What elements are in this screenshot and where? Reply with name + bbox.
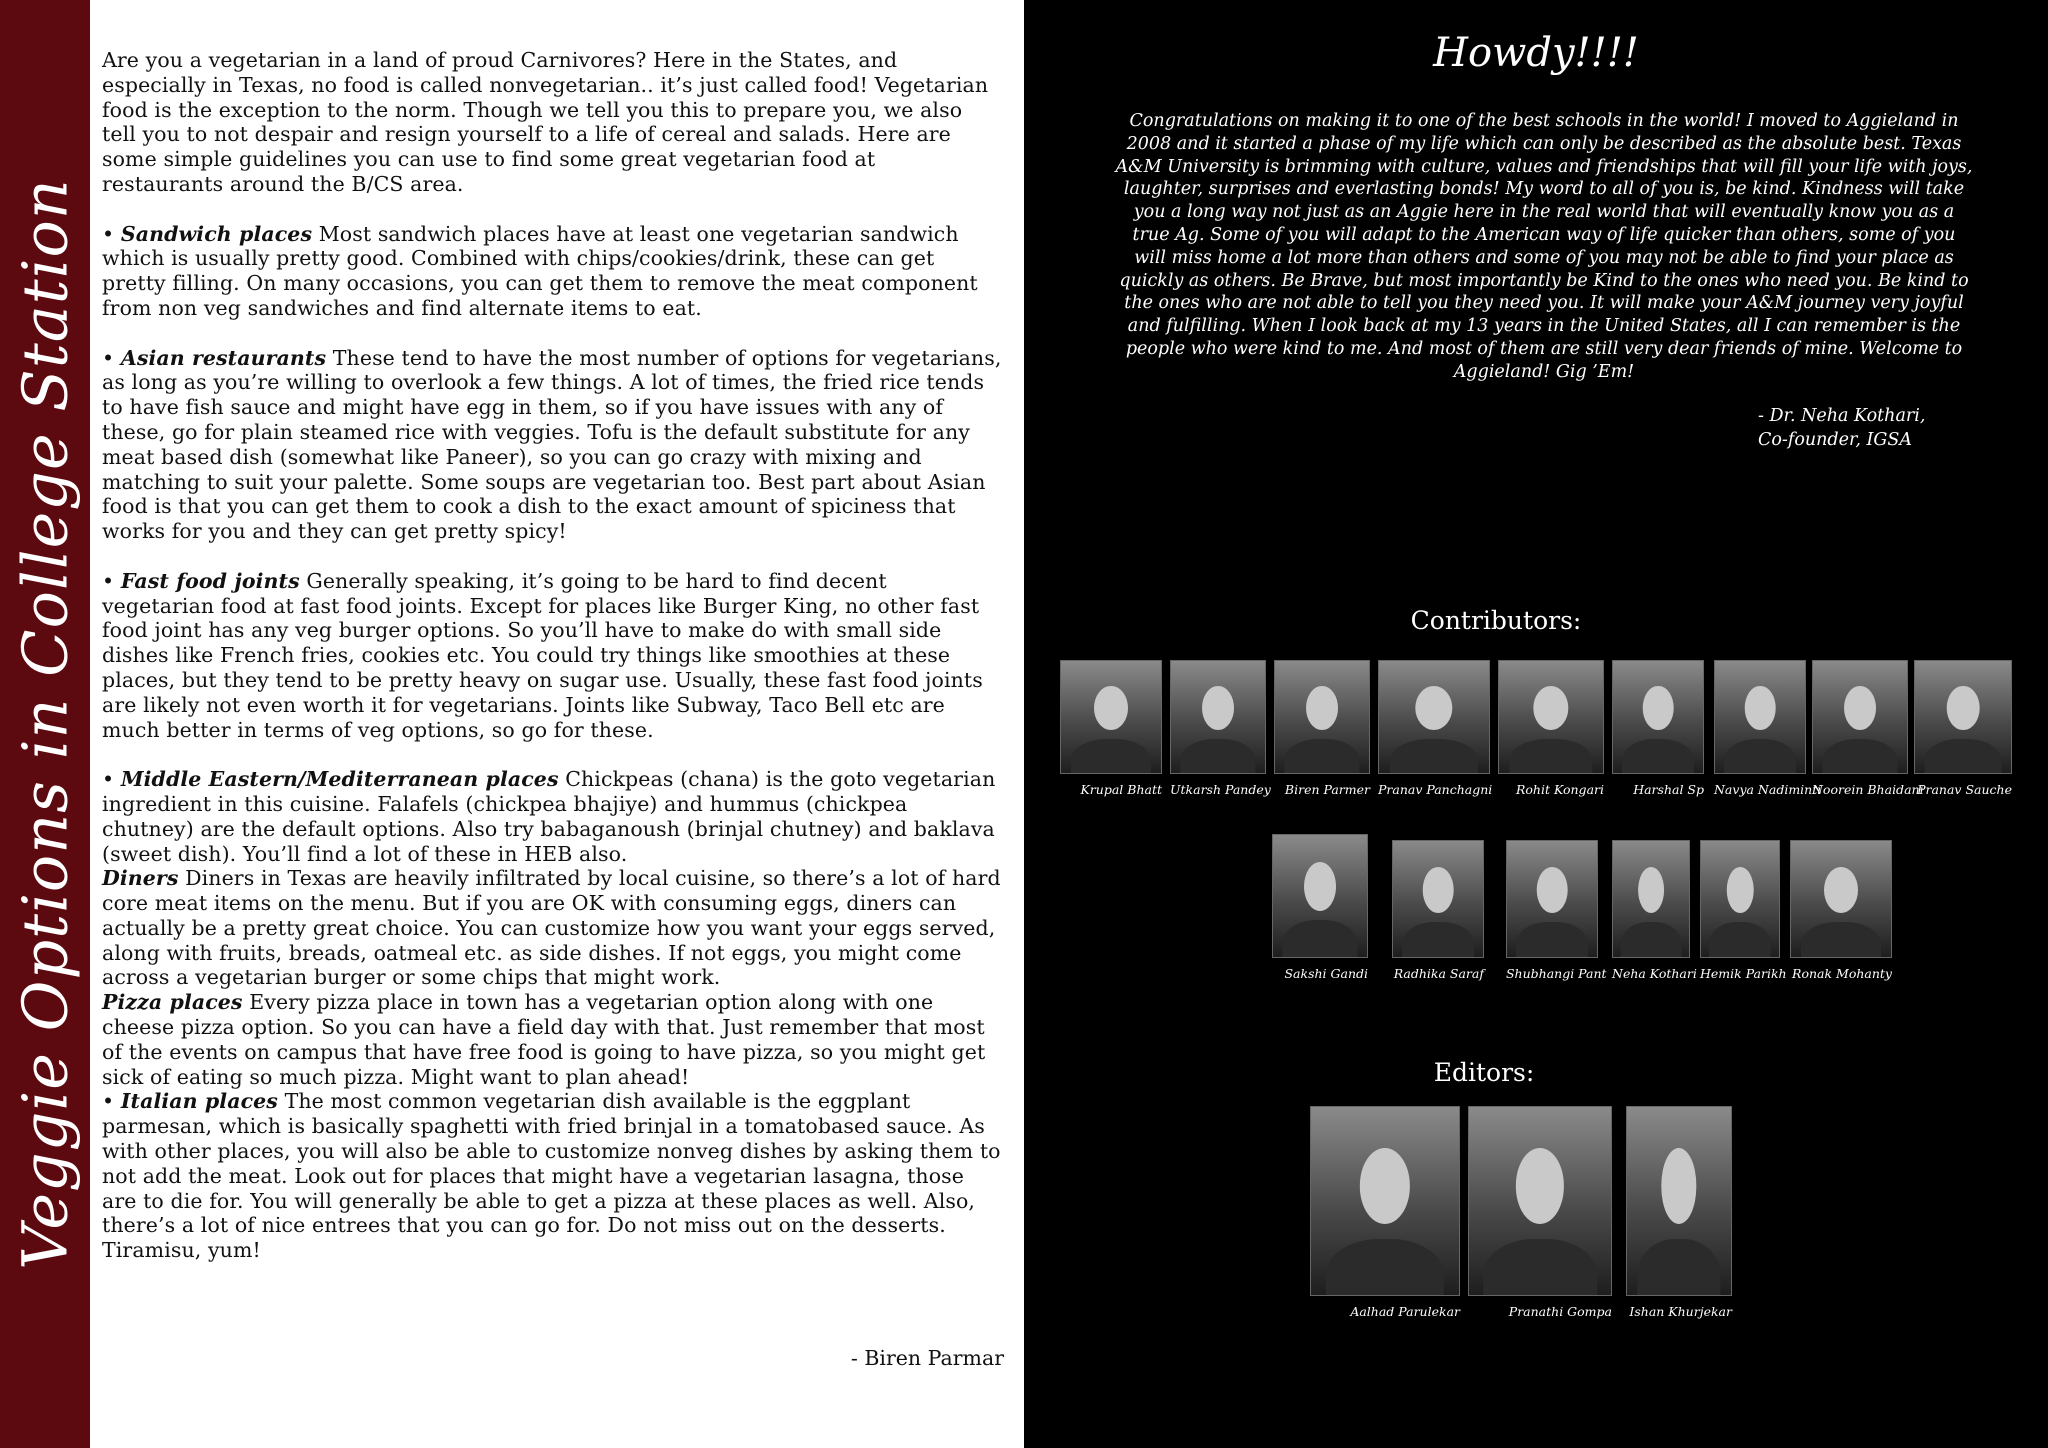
contributor-photo xyxy=(1700,840,1780,958)
section-heading: Pizza places xyxy=(102,990,243,1015)
contributor-photo xyxy=(1612,840,1690,958)
contributor-name: Radhika Saraf xyxy=(1393,966,1484,981)
contributor xyxy=(1060,660,1162,798)
contributor xyxy=(1506,840,1607,982)
section-text: Chickpeas (chana) is the goto vegetarian ingredient in this cuisine. Falafels (chickpea bhajiye) and hummus (chickpea chutney) are the default options. Also try babaganoush (brinjal chutney) and baklava (sweet dish). You’ll find a lot of these in HEB also. xyxy=(102,767,996,866)
section-italian xyxy=(102,1089,1002,1263)
section-text: Diners in Texas are heavily infiltrated by local cuisine, so there’s a lot of hard core meat items on the menu. But if you are OK with consuming eggs, diners can actually be a pretty great choice. You can customize how you want your eggs served, along with fruits, breads, oatmeal etc. as side dishes. If not eggs, you might come across a vegetarian burger or some chips that might work. xyxy=(102,866,1001,990)
section-bullet: • xyxy=(102,568,115,593)
editor-name: Aalhad Parulekar xyxy=(1350,1304,1460,1319)
contributor xyxy=(1714,660,1821,798)
section-text: Every pizza place in town has a vegetarian option along with one cheese pizza option. So you can have a field day with that. Just remember that most of the events on campus that have free food is going to have pizza, so you might get sick of eating so much pizza. Might want to plan ahead! xyxy=(102,990,986,1089)
contributor-photo xyxy=(1498,660,1604,774)
contributor xyxy=(1170,660,1271,798)
contributor-photo xyxy=(1272,834,1368,958)
contributor-name: Pranav Panchagni xyxy=(1377,782,1493,797)
side-band xyxy=(0,0,90,1448)
signature xyxy=(1758,404,1925,452)
section-bullet: • xyxy=(102,1089,115,1114)
welcome-page xyxy=(1024,0,2048,1448)
contributor xyxy=(1812,660,1924,798)
section-text: Generally speaking, it’s going to be hard to find decent vegetarian food at fast food joints. Except for places like Burger King, no other fast food joint has any veg burger options. So you’ll have to make do with small side dishes like French fries, cookies etc. You could try things like smoothies at these places, but they tend to be pretty heavy on sugar use. Usually, these fast food joints are likely not even worth it for vegetarians. Joints like Subway, Taco Bell etc are much better in terms of veg options, so go for these. xyxy=(102,568,983,742)
contributor-name: Harshal Sp xyxy=(1633,782,1704,797)
contributor-name: Hemik Parikh xyxy=(1699,966,1787,981)
editor xyxy=(1468,1106,1612,1320)
contributors-heading: Contributors: xyxy=(1410,606,1582,635)
contributor-photo xyxy=(1812,660,1908,774)
contributor-name: Rohit Kongari xyxy=(1516,782,1604,797)
contributor-photo xyxy=(1170,660,1266,774)
contributor xyxy=(1392,840,1484,982)
article-author: - Biren Parmar xyxy=(850,1346,1004,1370)
article-intro: Are you a vegetarian in a land of proud Carnivores? Here in the States, and especially in Texas, no food is called nonvegetarian.. it’s just called food! Vegetarian food is the exception to the norm. Though we tell you this to prepare you, we also tell you to not despair and resign yourself to a life of cereal and salads. Here are some simple guidelines you can use to find some great vegetarian food at restaurants around the B/CS area. xyxy=(102,48,989,196)
contributor xyxy=(1498,660,1604,798)
editor-photo xyxy=(1468,1106,1612,1296)
contributor-name: Krupal Bhatt xyxy=(1080,782,1162,797)
contributor-photo xyxy=(1274,660,1370,774)
section-asian xyxy=(102,346,1002,544)
contributor xyxy=(1914,660,2012,798)
editor-photo xyxy=(1626,1106,1732,1296)
contributor-photo xyxy=(1506,840,1598,958)
contributor-name: Pranav Sauche xyxy=(1917,782,2012,797)
welcome-title: Howdy!!!! xyxy=(1433,30,1639,76)
signature-role: Co-founder, IGSA xyxy=(1758,430,1913,450)
contributor-photo xyxy=(1790,840,1892,958)
contributor-photo xyxy=(1714,660,1806,774)
section-heading: Diners xyxy=(102,866,179,891)
welcome-letter: Congratulations on making it to one of the best schools in the world! I moved to Aggieland in 2008 and it started a phase of my life which can only be described as the absolute best. Texas A&M University is brimming with culture, values and friendships that will fill your life with joys, laughter, surprises and everlasting bonds! My word to all of you is, be kind. Kindness will take you a long way not just as an Aggie here in the real world that will eventually know you as a true Ag. Some of you will adapt to the American way of life quicker than others, some of you will miss home a lot more than others and some of you may not be able to find your place as quickly as others. Be Brave, but most importantly be Kind to the ones who need you. Be kind to the ones who are not able to tell you they need you. It will make your A&M journey very joyful and fulfilling. When I look back at my 13 years in the United States, all I can remember is the people who were kind to me. And most of them are still very dear friends of mine. Welcome to Aggieland! Gig ’Em! xyxy=(1115,111,1973,382)
contributor-photo xyxy=(1378,660,1490,774)
contributor xyxy=(1272,834,1368,982)
side-title: Veggie Options in College Station xyxy=(8,178,82,1270)
section-heading: Fast food joints xyxy=(120,568,300,593)
section-bullet: • xyxy=(102,221,115,246)
contributor xyxy=(1612,660,1704,798)
contributor xyxy=(1378,660,1492,798)
section-heading: Sandwich places xyxy=(120,221,313,246)
contributor xyxy=(1274,660,1370,798)
contributor-name: Navya Nadiminti xyxy=(1713,782,1822,797)
contributor-name: Neha Kothari xyxy=(1612,966,1697,981)
contributor-photo xyxy=(1914,660,2012,774)
section-bullet: • xyxy=(102,767,115,792)
section-diners xyxy=(102,866,1002,990)
editor xyxy=(1310,1106,1460,1320)
section-fast-food xyxy=(102,569,1002,743)
editor xyxy=(1626,1106,1732,1320)
contributor-name: Shubhangi Pant xyxy=(1505,966,1607,981)
editor-name: Pranathi Gompa xyxy=(1508,1304,1612,1319)
section-sandwich xyxy=(102,222,1002,321)
contributor-name: Ronak Mohanty xyxy=(1792,966,1892,981)
section-pizza xyxy=(102,990,1002,1089)
contributor xyxy=(1612,840,1697,982)
contributor xyxy=(1700,840,1787,982)
contributor-name: Biren Parmer xyxy=(1284,782,1370,797)
contributor-photo xyxy=(1612,660,1704,774)
editor-photo xyxy=(1310,1106,1460,1296)
contributor-photo xyxy=(1060,660,1162,774)
contributor-name: Utkarsh Pandey xyxy=(1170,782,1271,797)
signature-name: - Dr. Neha Kothari, xyxy=(1758,406,1926,426)
contributor xyxy=(1790,840,1892,982)
contributor-name: Sakshi Gandi xyxy=(1284,966,1368,981)
section-heading: Italian places xyxy=(120,1089,278,1114)
section-text: Most sandwich places have at least one vegetarian sandwich which is usually pretty good. Combined with chips/cookies/drink, these can get pretty filling. On many occasions, you can get them to remove the meat component from non veg sandwiches and find alternate items to eat. xyxy=(102,221,978,320)
section-text: The most common vegetarian dish available is the eggplant parmesan, which is basically spaghetti with fried brinjal in a tomatobased sauce. As with other places, you will also be able to customize nonveg dishes by asking them to not add the meat. Look out for places that might have a vegetarian lasagna, those are to die for. You will generally be able to get a pizza at these places as well. Also, there’s a lot of nice entrees that you can go for. Do not miss out on the desserts. Tiramisu, yum! xyxy=(102,1089,1001,1263)
section-middle-eastern xyxy=(102,767,1002,866)
section-text: These tend to have the most number of options for vegetarians, as long as you’re willing to overlook a few things. A lot of times, the fried rice tends to have fish sauce and might have egg in them, so if you have issues with any of these, go for plain steamed rice with veggies. Tofu is the default substitute for any meat based dish (somewhat like Paneer), so you can go crazy with mixing and matching to suit your palette. Some soups are vegetarian too. Best part about Asian food is that you can get them to cook a dish to the exact amount of spiciness that works for you and they can get pretty spicy! xyxy=(102,345,1002,544)
editors-heading: Editors: xyxy=(1433,1058,1535,1087)
editor-name: Ishan Khurjekar xyxy=(1629,1304,1732,1319)
section-heading: Asian restaurants xyxy=(120,345,327,370)
contributor-name: Noorein Bhaidani xyxy=(1811,782,1924,797)
contributor-photo xyxy=(1392,840,1484,958)
article xyxy=(102,48,1002,1263)
section-bullet: • xyxy=(102,345,115,370)
section-heading: Middle Eastern/Mediterranean places xyxy=(120,767,559,792)
